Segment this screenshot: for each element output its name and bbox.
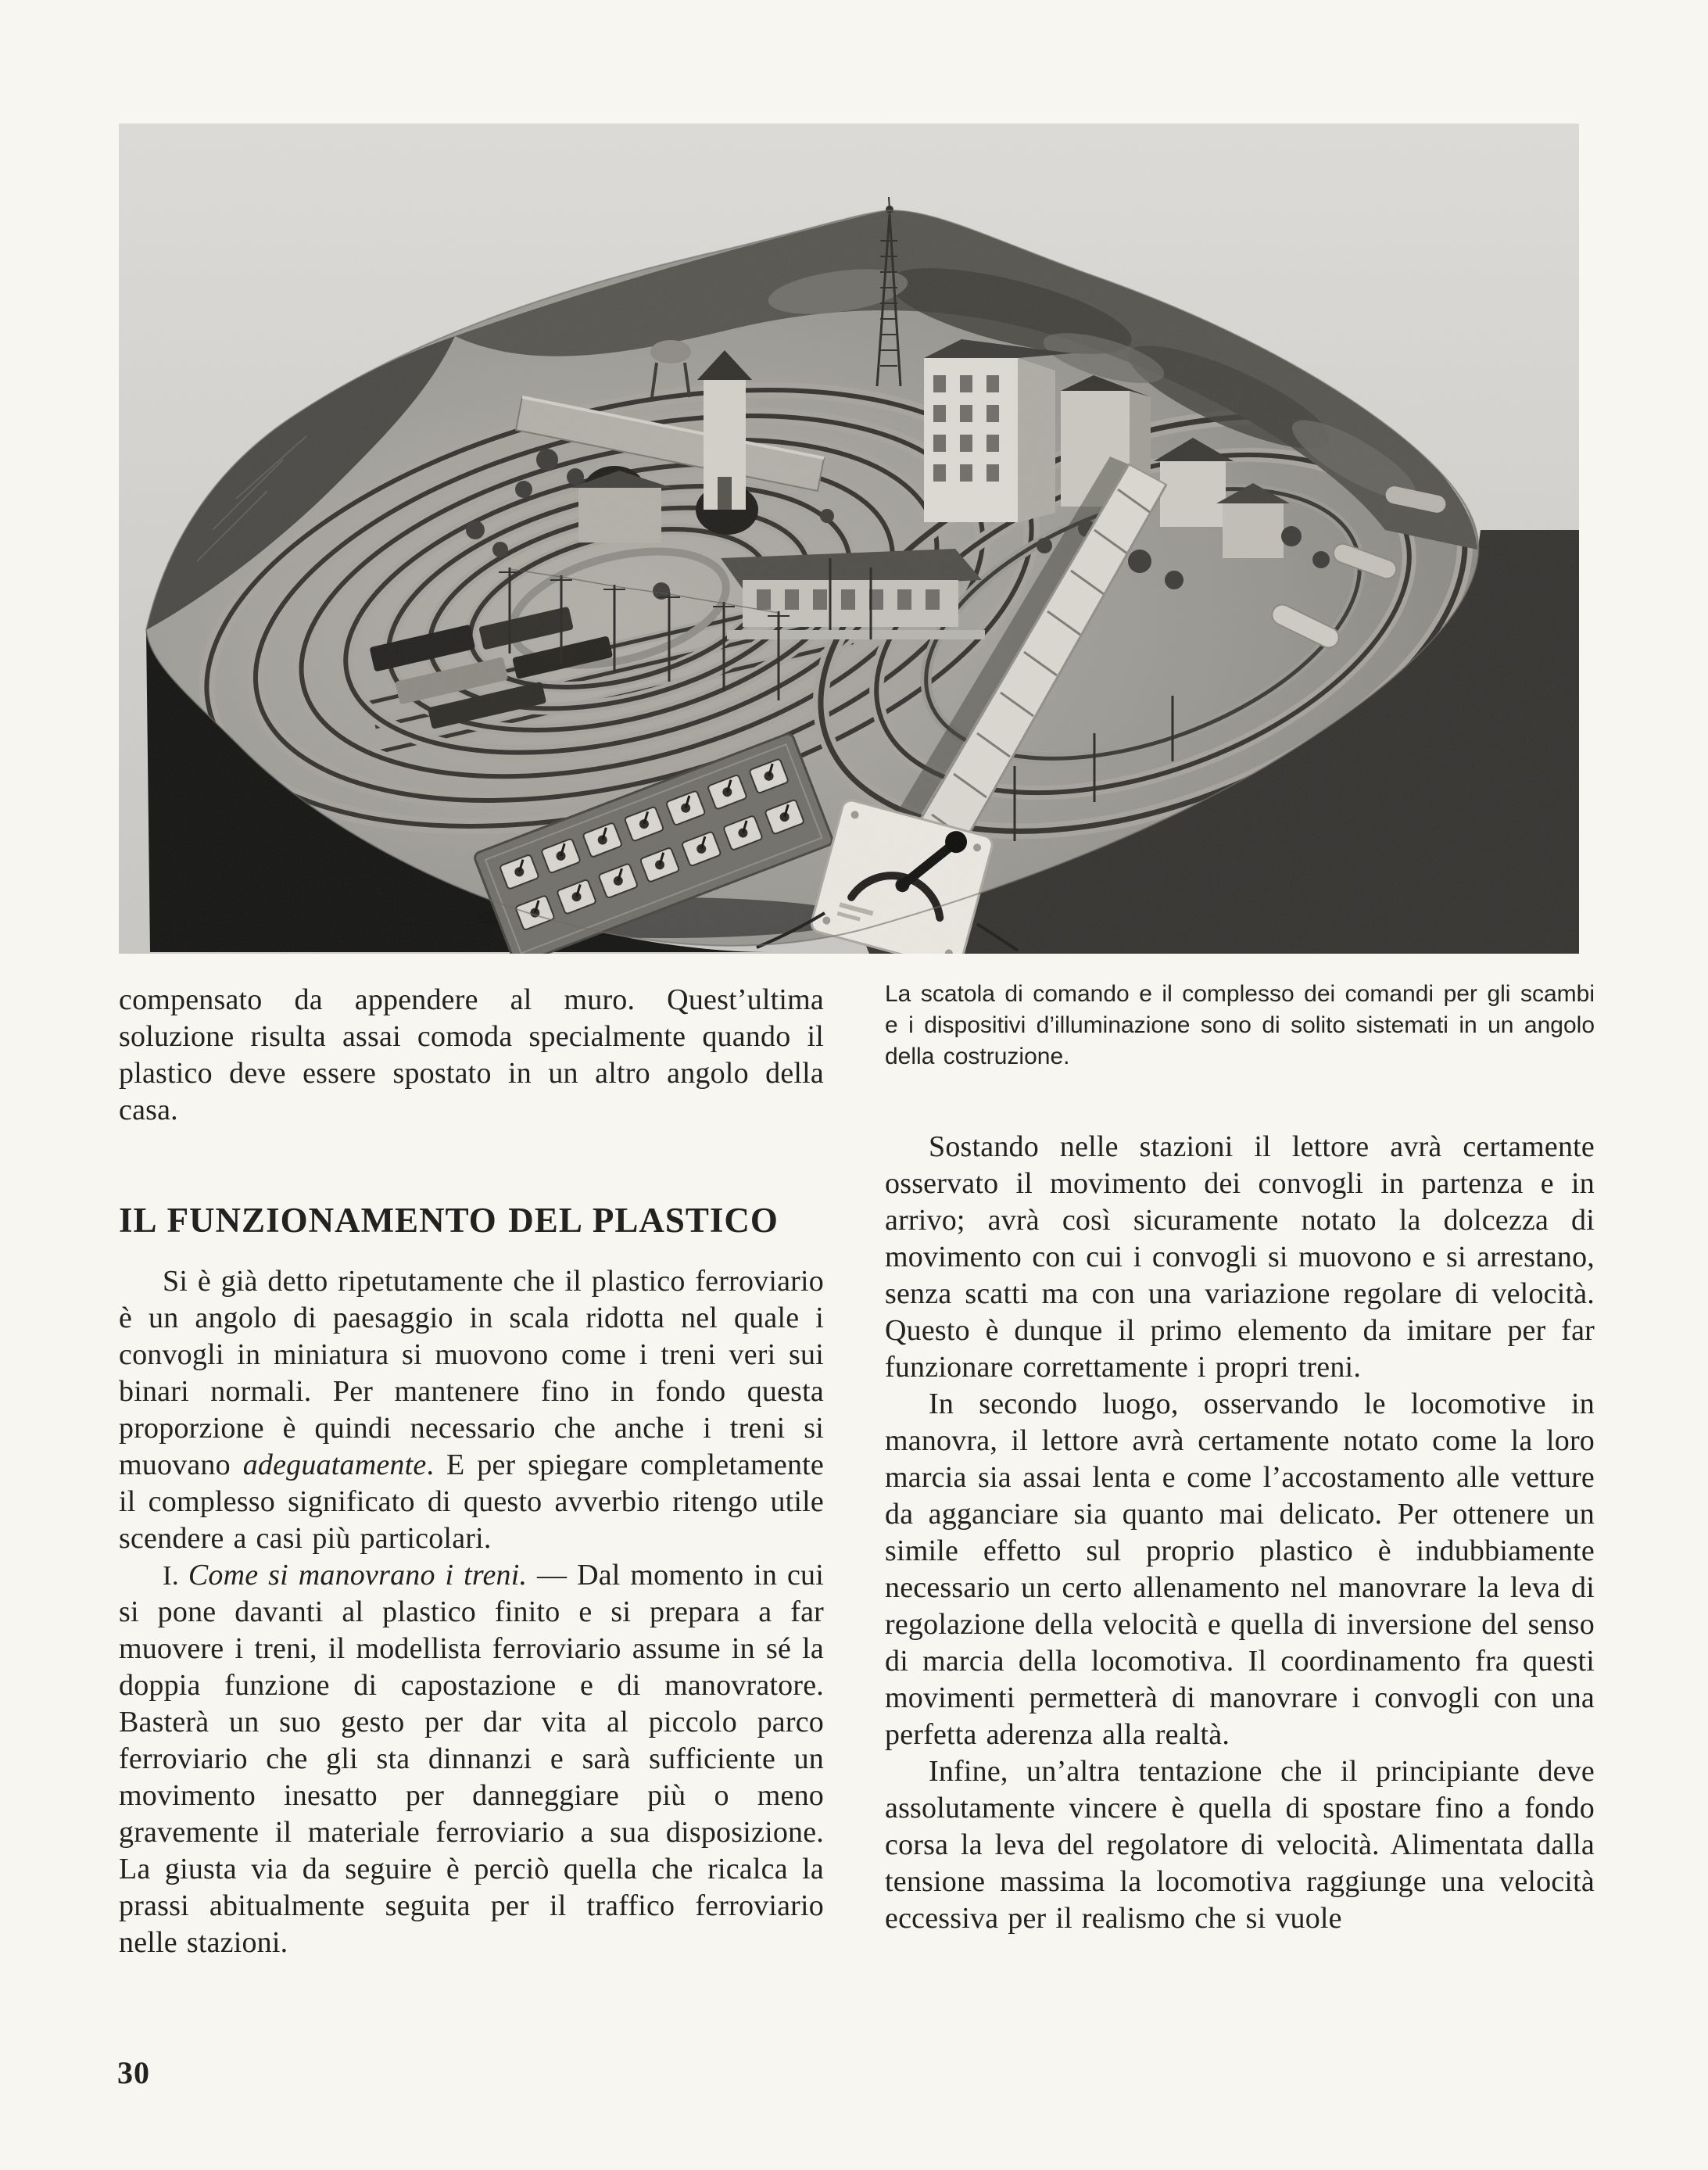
paragraph-sostando: Sostando nelle stazioni il lettore avrà certamente osservato il movimento dei convogli in partenza e in arrivo; avrà così sicuramente notato la dolcezza di movimento con cui i convogli si muovono e si arrestano, senza scatti ma con una variazione regolare di velocità. Questo è dunque il primo elemento da imitare per far funzionare correttamente i propri treni.	[885, 1130, 1595, 1384]
intro-text-italic: adeguatamente	[242, 1448, 427, 1481]
intro-text-after: . E per spiegare completamente il complesso significato di questo avverbio ritengo utile scendere a casi più particolari.	[119, 1448, 824, 1555]
item-number: I.	[163, 1560, 188, 1591]
continuation-paragraph: compensato da appendere al muro. Quest’ultima soluzione risulta assai comoda specialmente quando il plastico deve essere spostato in un altro angolo della casa.	[119, 983, 824, 1126]
intro-text-before: Si è già detto ripetutamente che il plastico ferroviario è un angolo di paesaggio in scala ridotta nel quale i convogli in miniatura si muovono come i treni veri sui binari normali. Per mantenere fino in fondo questa proporzione è quindi necessario che anche i treni si muovano	[119, 1265, 824, 1481]
page-number: 30	[117, 2055, 150, 2090]
photo-caption: La scatola di comando e il complesso dei comandi per gli scambi e i dispositivi d’illuminazione sono di solito sistemati in un angolo della costruzione.	[885, 981, 1595, 1069]
paragraph-infine: Infine, un’altra tentazione che il principiante deve assolutamente vincere è quella di spostare fino a fondo corsa la leva del regolatore di velocità. Alimentata dalla tensione massima la locomotiva raggiunge una velocità eccessiva per il realismo che si vuole	[885, 1755, 1595, 1935]
numbered-paragraph	[119, 1557, 824, 1961]
item-title-italic: Come si manovrano i treni.	[188, 1559, 528, 1592]
item-text: — Dal momento in cui si pone davanti al plastico finito e si prepara a far muovere i treni, il modellista ferroviario assume in sé la doppia funzione di capostazione e di manovratore. Basterà un suo gesto per dar vita al piccolo parco ferroviario che gli sta dinnanzi e sarà sufficiente un movimento inesatto per danneggiare più o meno gravemente il materiale ferroviario a sua disposizione. La giusta via da seguire è perciò quella che ricalca la prassi abitualmente seguita per il traffico ferroviario nelle stazioni.	[119, 1559, 824, 1959]
halftone-grain	[119, 124, 1579, 954]
model-railway-photo	[119, 124, 1579, 954]
section-heading: IL FUNZIONAMENTO DEL PLASTICO	[119, 1201, 779, 1240]
intro-paragraph	[119, 1263, 824, 1557]
right-column	[885, 1129, 1595, 1937]
paragraph-in-secondo-luogo: In secondo luogo, osservando le locomotive in manovra, il lettore avrà certamente notato come la loro marcia sia assai lenta e come l’accostamento alle vetture da agganciare sia quanto mai delicato. Per ottenere un simile effetto sul proprio plastico è indubbiamente necessario un certo allenamento nel manovrare la leva di regolazione della velocità e quella di inversione del senso di marcia della locomotiva. Il coordinamento fra questi movimenti permetterà di manovrare i convogli con una perfetta aderenza alla realtà.	[885, 1388, 1595, 1751]
photo-figure	[119, 124, 1579, 954]
left-column	[119, 982, 824, 1961]
